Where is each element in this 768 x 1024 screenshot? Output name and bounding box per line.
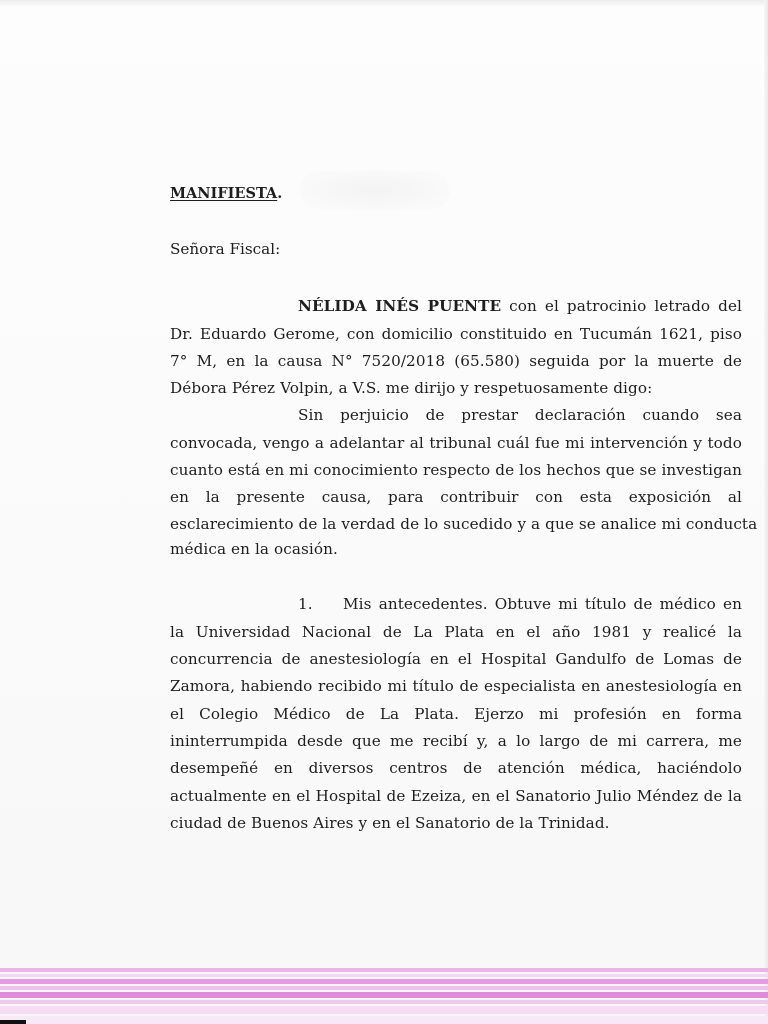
scan-corner-mark (0, 1020, 26, 1024)
intro-line-4: Débora Pérez Volpin, a V.S. me dirijo y respetuosamente digo: (170, 379, 653, 397)
scanner-color-bands (0, 968, 768, 1024)
scan-band (0, 968, 768, 972)
section1-line-4: Zamora, habiendo recibido mi título de especialista en anestesiología en (170, 677, 742, 695)
paragraph2-line-5: esclarecimiento de la verdad de lo sucedido y a que se analice mi conducta (170, 515, 758, 533)
section1-line-8: actualmente en el Hospital de Ezeiza, en el Sanatorio Julio Méndez de la (170, 787, 742, 805)
paragraph2-line-3: cuanto está en mi conocimiento respecto de los hechos que se investigan (170, 461, 742, 479)
intro-line-3: 7° M, en la causa N° 7520/2018 (65.580) seguida por la muerte de (170, 352, 742, 370)
scan-top-edge (0, 0, 768, 6)
scan-band (0, 992, 768, 998)
section-number: 1. (298, 595, 313, 613)
scan-band (0, 974, 768, 977)
section1-line-2: la Universidad Nacional de La Plata en el año 1981 y realicé la (170, 623, 742, 641)
petitioner-name: NÉLIDA INÉS PUENTE (298, 297, 502, 315)
scan-right-edge (764, 0, 768, 1024)
section1-line-6: ininterrumpida desde que me recibí y, a lo largo de mi carrera, me (170, 732, 742, 750)
scan-band (0, 986, 768, 990)
intro-line-1 (298, 296, 742, 316)
heading-period: . (277, 185, 283, 202)
heading-text: MANIFIESTA (170, 185, 278, 202)
section1-line-1: Mis antecedentes. Obtuve mi título de médico en (343, 595, 742, 613)
intro-line-1-rest: con el patrocinio letrado del (501, 297, 742, 315)
paragraph2-line-2: convocada, vengo a adelantar al tribunal cuál fue mi intervención y todo (170, 434, 742, 452)
paragraph2-line-1: Sin perjuicio de prestar declaración cuando sea (298, 406, 742, 424)
paragraph2-line-6: médica en la ocasión. (170, 540, 338, 558)
intro-line-2: Dr. Eduardo Gerome, con domicilio constituido en Tucumán 1621, piso (170, 325, 742, 343)
section1-line-5: el Colegio Médico de La Plata. Ejerzo mi profesión en forma (170, 705, 742, 723)
scan-band (0, 1016, 768, 1024)
document-heading (170, 184, 282, 204)
scan-band (0, 1000, 768, 1004)
scan-band (0, 1006, 768, 1014)
salutation: Señora Fiscal: (170, 240, 281, 258)
paragraph2-line-4: en la presente causa, para contribuir con esta exposición al (170, 488, 742, 506)
section1-line-7: desempeñé en diversos centros de atención médica, haciéndolo (170, 759, 742, 777)
scan-band (0, 979, 768, 984)
section1-line-3: concurrencia de anestesiología en el Hospital Gandulfo de Lomas de (170, 650, 742, 668)
faded-stamp-mark (300, 170, 450, 210)
section1-line-9: ciudad de Buenos Aires y en el Sanatorio de la Trinidad. (170, 814, 610, 832)
